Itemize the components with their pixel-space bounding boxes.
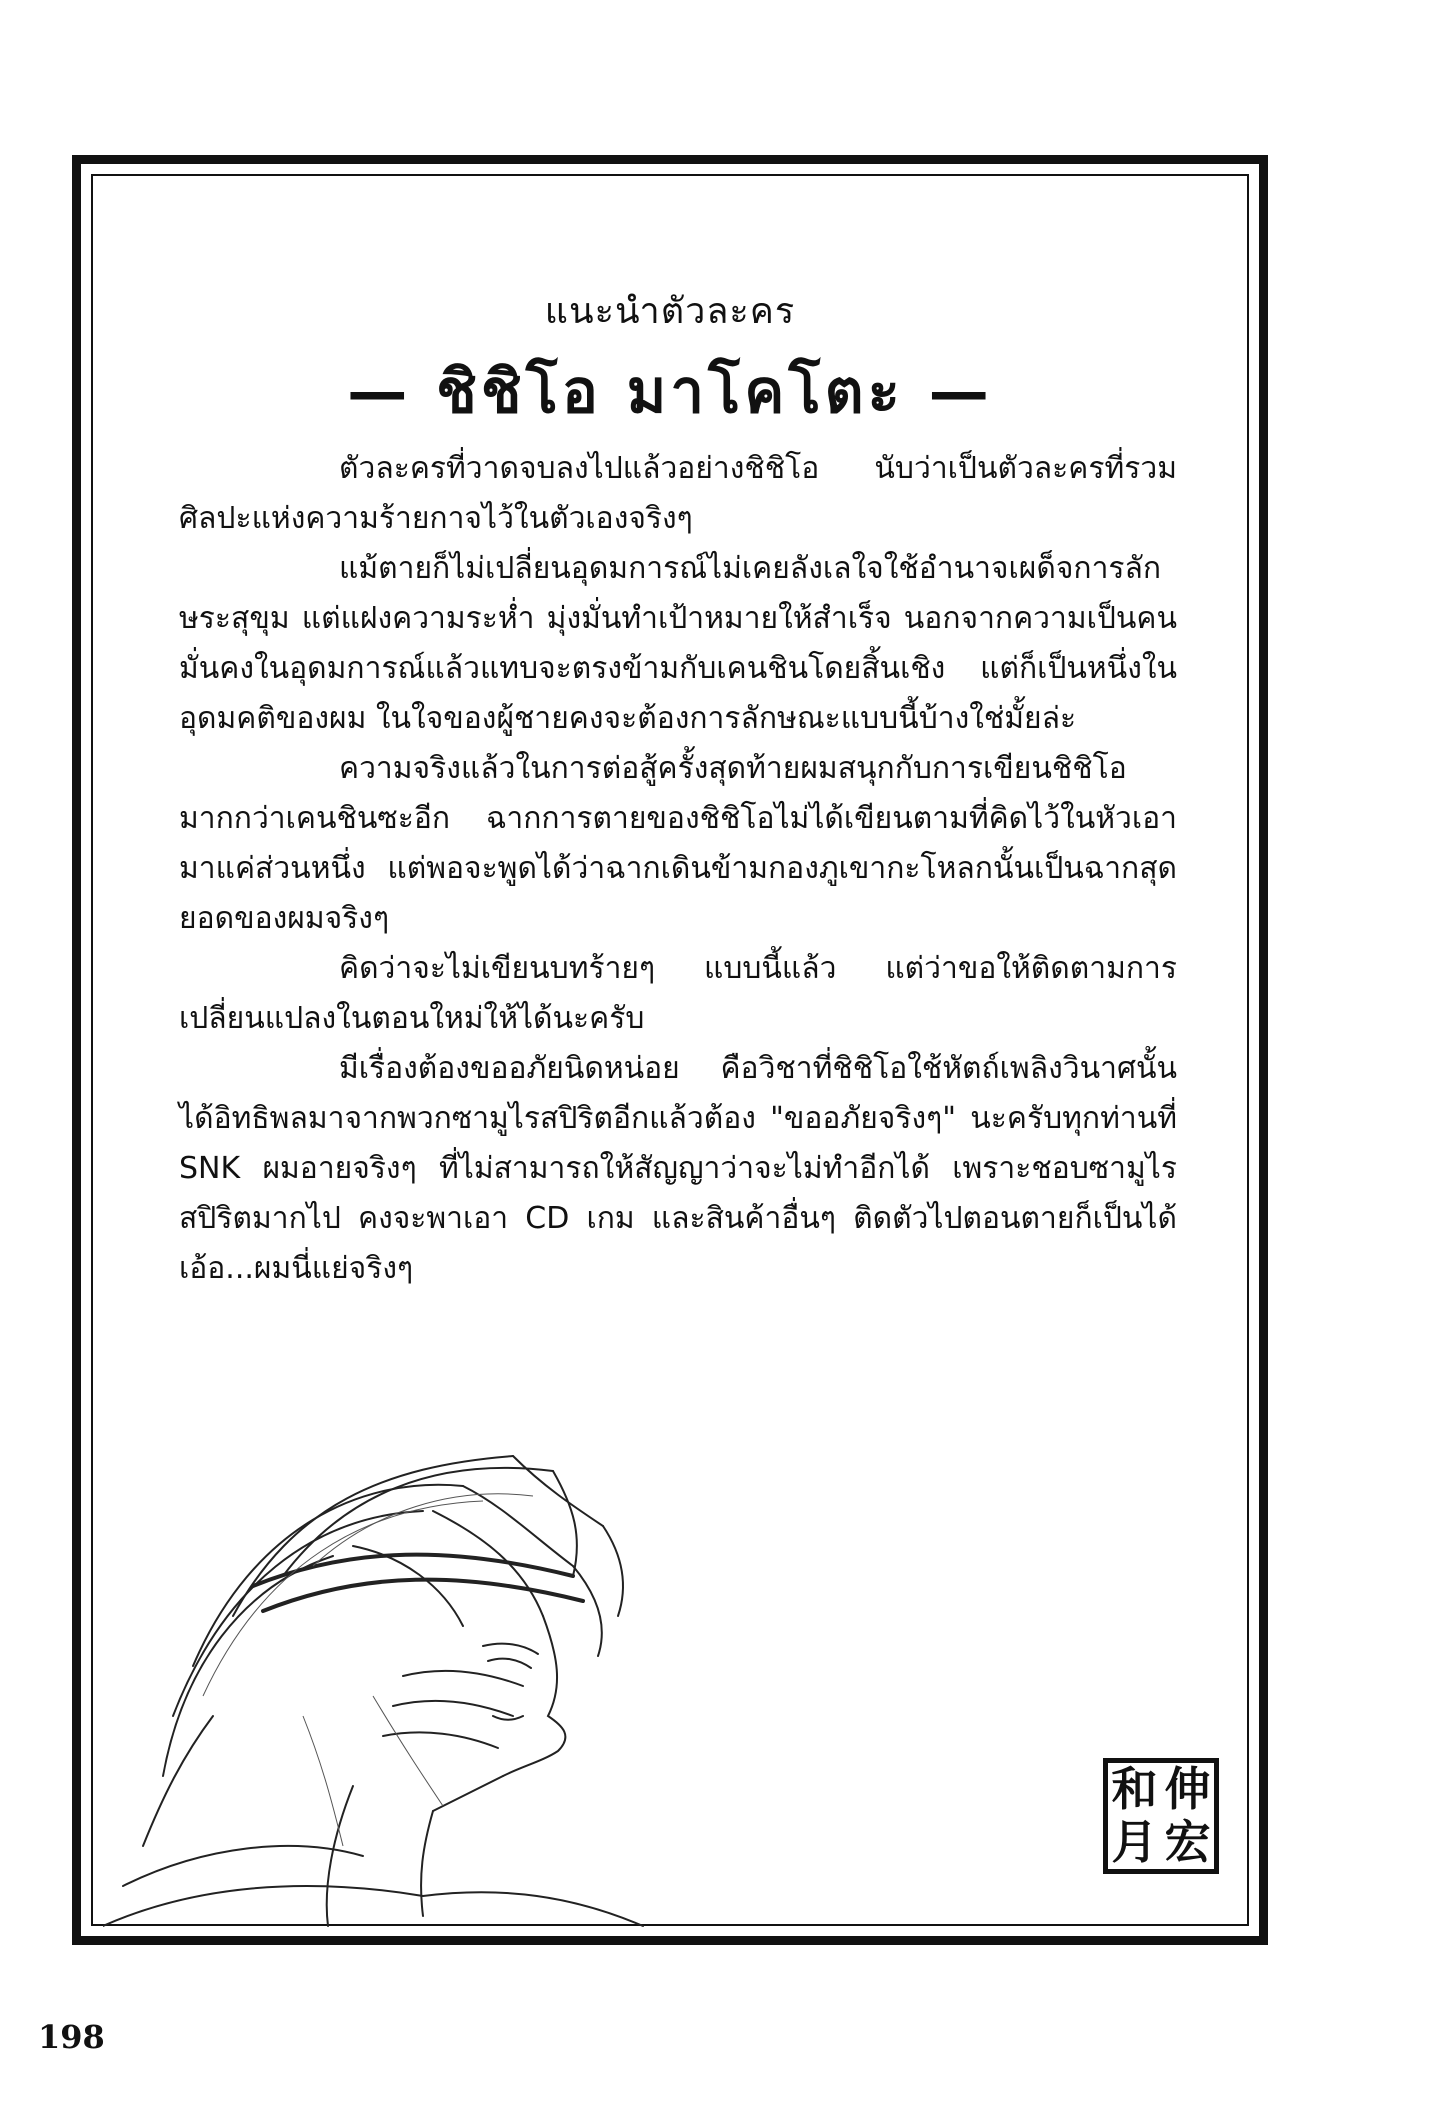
paragraph-5: มีเรื่องต้องขออภัยนิดหน่อย คือวิชาที่ชิชิโอใช้หัตถ์เพลิงวินาศนั้นได้อิทธิพลมาจากพวกซามูไรสปิริตอีกแล้วต้อง "ขออภัยจริงๆ" นะครับทุกท่านที่ SNK ผมอายจริงๆ ที่ไม่สามารถให้สัญญาว่าจะไม่ทำอีกได้ เพราะชอบซามูไรสปิริตมากไป คงจะพาเอา CD เกม และสินค้าอื่นๆ ติดตัวไปตอนตายก็เป็นได้ เอ้อ...ผมนี่แย่จริงๆ	[179, 1051, 1177, 1286]
paragraph-2: แม้ตายก็ไม่เปลี่ยนอุดมการณ์ไม่เคยลังเลใจใช้อำนาจเผด็จการลักษระสุขุม แต่แฝงความระห่ำ มุ่งมั่นทำเป้าหมายให้สำเร็จ นอกจากความเป็นคนมั่นคงในอุดมการณ์แล้วแทบจะตรงข้ามกับเคนชินโดยสิ้นเชิง แต่ก็เป็นหนึ่งในอุดมคติของผม ในใจของผู้ชายคงจะต้องการลักษณะแบบนี้บ้างใช่มั้ยล่ะ	[179, 551, 1177, 736]
page-number: 198	[38, 2018, 105, 2056]
section-subtitle: แนะนำตัวละคร	[544, 291, 796, 332]
body-text	[179, 444, 1177, 1294]
seal-char: 和	[1111, 1762, 1158, 1816]
paragraph-4: คิดว่าจะไม่เขียนบทร้ายๆ แบบนี้แล้ว แต่ว่าขอให้ติดตามการเปลี่ยนแปลงในตอนใหม่ให้ได้นะครับ	[179, 951, 1177, 1036]
character-title: — ชิชิโอ มาโคโตะ —	[347, 357, 993, 427]
seal-char: 宏	[1164, 1815, 1211, 1869]
character-sketch-illustration	[103, 1416, 863, 1936]
page-frame-inner	[91, 174, 1249, 1926]
author-seal	[1103, 1758, 1219, 1874]
paragraph-3: ความจริงแล้วในการต่อสู้ครั้งสุดท้ายผมสนุกกับการเขียนชิชิโอมากกว่าเคนชินซะอีก ฉากการตายของชิชิโอไม่ได้เขียนตามที่คิดไว้ในหัวเอามาแค่ส่วนหนึ่ง แต่พอจะพูดได้ว่าฉากเดินข้ามกองภูเขากะโหลกนั้นเป็นฉากสุดยอดของผมจริงๆ	[179, 751, 1177, 936]
page-frame	[72, 155, 1268, 1945]
paragraph-1: ตัวละครที่วาดจบลงไปแล้วอย่างชิชิโอ นับว่าเป็นตัวละครที่รวมศิลปะแห่งความร้ายกาจไว้ในตัวเองจริงๆ	[179, 451, 1177, 536]
seal-char: 伸	[1164, 1762, 1211, 1816]
seal-char: 月	[1111, 1815, 1158, 1869]
